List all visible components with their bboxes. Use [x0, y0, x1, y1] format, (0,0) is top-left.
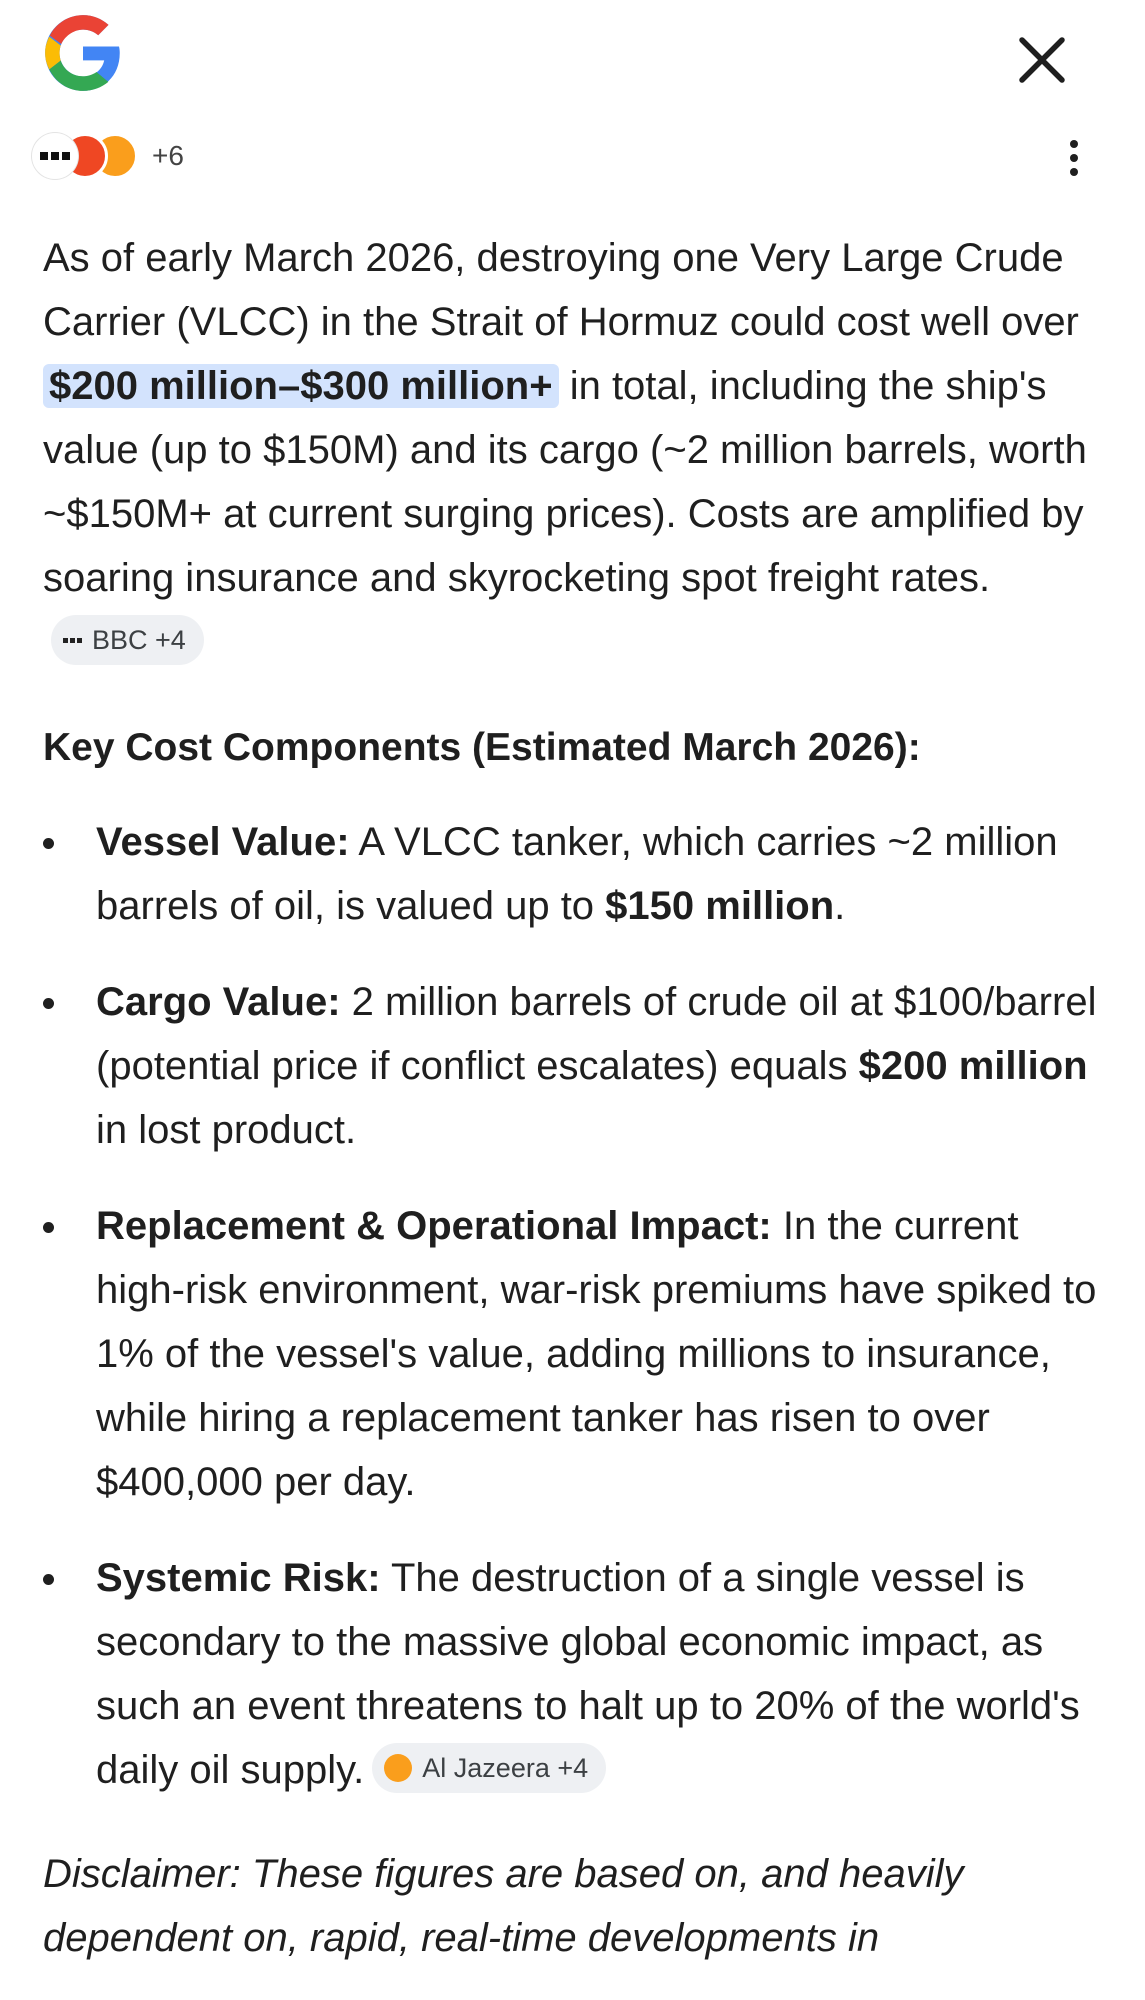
section-heading: Key Cost Components (Estimated March 2026): — [43, 726, 921, 769]
cost-components-list — [43, 810, 1103, 1802]
google-logo-icon — [38, 8, 128, 98]
highlighted-estimate: $200 million–$300 million+ — [43, 364, 559, 408]
source-chip-bbc[interactable]: BBC +4 — [51, 615, 204, 665]
source-chip-aljazeera[interactable]: Al Jazeera +4 — [372, 1743, 606, 1793]
list-item: Vessel Value: A VLCC tanker, which carries ~2 million barrels of oil, is valued up to $150 million. — [43, 810, 1103, 938]
list-item: Cargo Value: 2 million barrels of crude oil at $100/barrel (potential price if conflict escalates) equals $200 million in lost product. — [43, 970, 1103, 1162]
more-vert-icon — [1070, 140, 1078, 148]
source-extra-count: +6 — [152, 140, 184, 171]
source-dots-icon — [63, 638, 82, 643]
aljazeera-icon — [384, 1754, 412, 1782]
list-item: Systemic Risk: The destruction of a single vessel is secondary to the massive global economic impact, as such an event threatens to halt up to 20% of the world's daily oil supply. Al Jazeera +4 — [43, 1546, 1103, 1802]
list-item: Replacement & Operational Impact: In the current high-risk environment, war-risk premiums have spiked to 1% of the vessel's value, adding millions to insurance, while hiring a replacement tanker has risen to over $400,000 per day. — [43, 1194, 1103, 1514]
source-favicons[interactable] — [32, 132, 184, 180]
more-options-button[interactable] — [1060, 138, 1088, 178]
summary-paragraph: As of early March 2026, destroying one Very Large Crude Carrier (VLCC) in the Strait of Hormuz could cost well over $200 million–$300 million+ in total, including the ship's value (up to $150M) and its cargo (~2 million barrels, worth ~$150M+ at current surging prices). Costs are amplified by soaring insurance and skyrocketing spot freight rates. BBC +4 — [43, 226, 1103, 674]
ai-overview-content — [43, 226, 1103, 1970]
disclaimer-text: Disclaimer: These figures are based on, and heavily dependent on, rapid, real-time developments in — [43, 1852, 964, 1960]
source-favicon-generic — [32, 133, 78, 179]
close-button[interactable] — [1010, 28, 1074, 92]
